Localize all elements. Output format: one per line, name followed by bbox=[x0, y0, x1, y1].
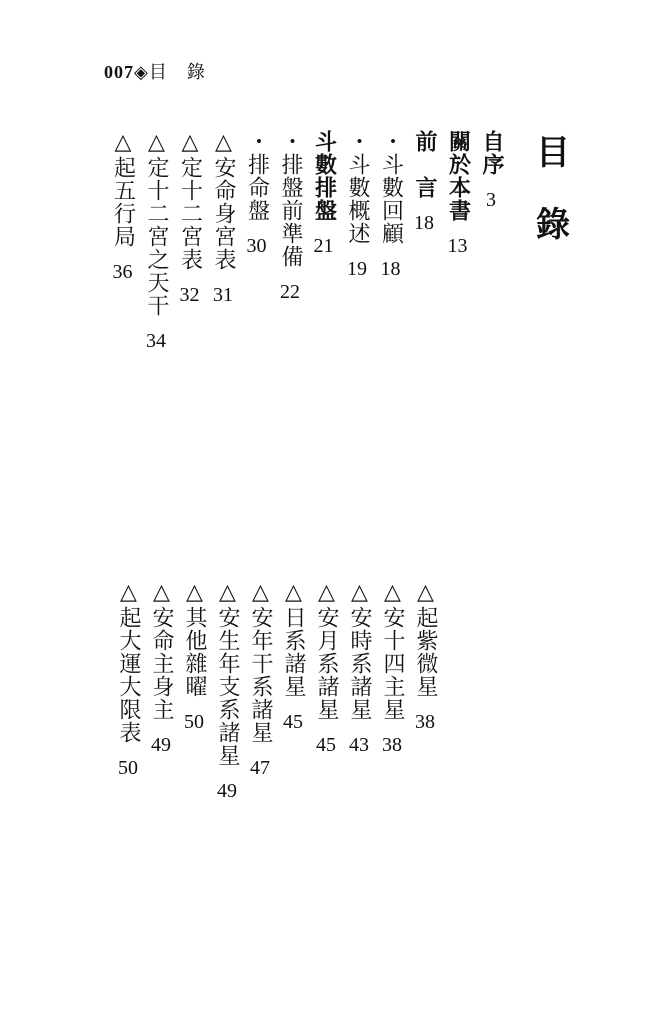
toc-entry-page-number: 19 bbox=[347, 259, 367, 279]
toc-entry-page-number: 38 bbox=[415, 712, 435, 732]
toc-entry-page-number: 18 bbox=[380, 259, 401, 279]
toc-entry-title: 安十四主星 bbox=[380, 606, 405, 721]
toc-entry-page-number: 34 bbox=[146, 331, 166, 351]
triangle-bullet-icon: △ bbox=[182, 580, 207, 606]
toc-entry-title: 安命主身主 bbox=[149, 606, 174, 721]
running-header bbox=[104, 58, 206, 84]
toc-entry[interactable] bbox=[240, 130, 274, 256]
toc-entry-title: 安命身宮表 bbox=[211, 156, 236, 271]
toc-entry[interactable] bbox=[111, 580, 145, 778]
toc-entry[interactable] bbox=[173, 130, 207, 305]
toc-entry-page-number: 38 bbox=[382, 735, 402, 755]
toc-entry[interactable] bbox=[407, 130, 441, 233]
triangle-bullet-icon: △ bbox=[281, 580, 306, 606]
toc-entry-title: 起大運大限表 bbox=[116, 606, 141, 744]
toc-entry[interactable] bbox=[106, 130, 140, 282]
toc-entry[interactable] bbox=[375, 580, 409, 755]
toc-entry[interactable] bbox=[276, 580, 310, 732]
toc-entry-title: 安月系諸星 bbox=[314, 606, 339, 721]
toc-entry-page-number: 45 bbox=[283, 712, 303, 732]
toc-entry-page-number: 22 bbox=[280, 282, 300, 302]
toc-entry-title: 起紫微星 bbox=[413, 606, 438, 698]
toc-entry-title: 斗數概述 bbox=[345, 153, 370, 245]
toc-entry-page-number: 31 bbox=[213, 285, 233, 305]
toc-entry[interactable] bbox=[177, 580, 211, 732]
title-char-1: 目 bbox=[536, 133, 570, 173]
title-char-2: 錄 bbox=[536, 205, 570, 245]
toc-entry[interactable] bbox=[139, 130, 173, 351]
toc-entry-title: 排命盤 bbox=[244, 153, 270, 222]
triangle-bullet-icon: △ bbox=[149, 580, 174, 606]
toc-entry[interactable] bbox=[340, 130, 374, 279]
toc-entry-title: 日系諸星 bbox=[281, 606, 306, 698]
triangle-bullet-icon: △ bbox=[116, 580, 141, 606]
header-diamond-icon: ◈ bbox=[134, 62, 149, 82]
dot-bullet-icon: ・ bbox=[378, 130, 404, 153]
toc-entry-page-number: 50 bbox=[118, 758, 138, 778]
triangle-bullet-icon: △ bbox=[380, 580, 405, 606]
toc-entry-page-number: 32 bbox=[179, 285, 200, 305]
toc-entry[interactable] bbox=[342, 580, 376, 755]
triangle-bullet-icon: △ bbox=[248, 580, 273, 606]
toc-entry-page-number: 50 bbox=[184, 712, 204, 732]
toc-entry[interactable] bbox=[374, 130, 408, 279]
toc-entry-title: 其他雜曜 bbox=[182, 606, 207, 698]
toc-entry-title: 排盤前準備 bbox=[278, 153, 303, 268]
toc-entry-page-number: 43 bbox=[349, 735, 369, 755]
toc-entry[interactable] bbox=[309, 580, 343, 755]
toc-entry-page-number: 30 bbox=[246, 236, 267, 256]
toc-entry-page-number: 45 bbox=[316, 735, 336, 755]
triangle-bullet-icon: △ bbox=[347, 580, 372, 606]
toc-entry[interactable] bbox=[206, 130, 240, 305]
toc-entry-title: 前 言 bbox=[412, 130, 437, 199]
toc-entry[interactable] bbox=[273, 130, 307, 302]
triangle-bullet-icon: △ bbox=[144, 130, 169, 156]
toc-entry-page-number: 36 bbox=[112, 262, 133, 282]
toc-entry[interactable] bbox=[408, 580, 442, 732]
toc-entry-page-number: 49 bbox=[217, 781, 237, 801]
toc-entry[interactable] bbox=[474, 130, 508, 210]
toc-entry-page-number: 47 bbox=[250, 758, 270, 778]
dot-bullet-icon: ・ bbox=[244, 130, 270, 153]
toc-entry-page-number: 21 bbox=[313, 236, 334, 256]
header-page-number: 007 bbox=[104, 62, 134, 82]
toc-entry[interactable] bbox=[243, 580, 277, 778]
toc-entry-title: 安年干系諸星 bbox=[248, 606, 273, 744]
toc-entry-title: 自序 bbox=[479, 130, 504, 176]
header-label: 目 錄 bbox=[148, 62, 206, 82]
toc-entry-page-number: 49 bbox=[151, 735, 171, 755]
toc-entry[interactable] bbox=[441, 130, 475, 256]
triangle-bullet-icon: △ bbox=[314, 580, 339, 606]
toc-entry-title: 關於本書 bbox=[445, 130, 471, 222]
triangle-bullet-icon: △ bbox=[215, 580, 240, 606]
toc-entry[interactable] bbox=[307, 130, 341, 256]
toc-entry-title: 斗數回顧 bbox=[378, 153, 404, 245]
toc-entry[interactable] bbox=[210, 580, 244, 801]
dot-bullet-icon: ・ bbox=[278, 130, 303, 153]
triangle-bullet-icon: △ bbox=[211, 130, 236, 156]
toc-entry-title: 起五行局 bbox=[110, 156, 136, 248]
toc-entry-title: 斗數排盤 bbox=[311, 130, 337, 222]
toc-entry-title: 安生年支系諸星 bbox=[215, 606, 240, 767]
toc-entry-title: 定十二宮表 bbox=[177, 156, 203, 271]
triangle-bullet-icon: △ bbox=[110, 130, 136, 156]
toc-entry[interactable] bbox=[144, 580, 178, 755]
toc-entry-title: 安時系諸星 bbox=[347, 606, 372, 721]
toc-entry-page-number: 13 bbox=[447, 236, 468, 256]
toc-entry-title: 定十二宮之天干 bbox=[144, 156, 169, 317]
dot-bullet-icon: ・ bbox=[345, 130, 370, 153]
toc-entry-page-number: 18 bbox=[414, 213, 434, 233]
triangle-bullet-icon: △ bbox=[177, 130, 203, 156]
triangle-bullet-icon: △ bbox=[413, 580, 438, 606]
toc-entry-page-number: 3 bbox=[486, 190, 496, 210]
